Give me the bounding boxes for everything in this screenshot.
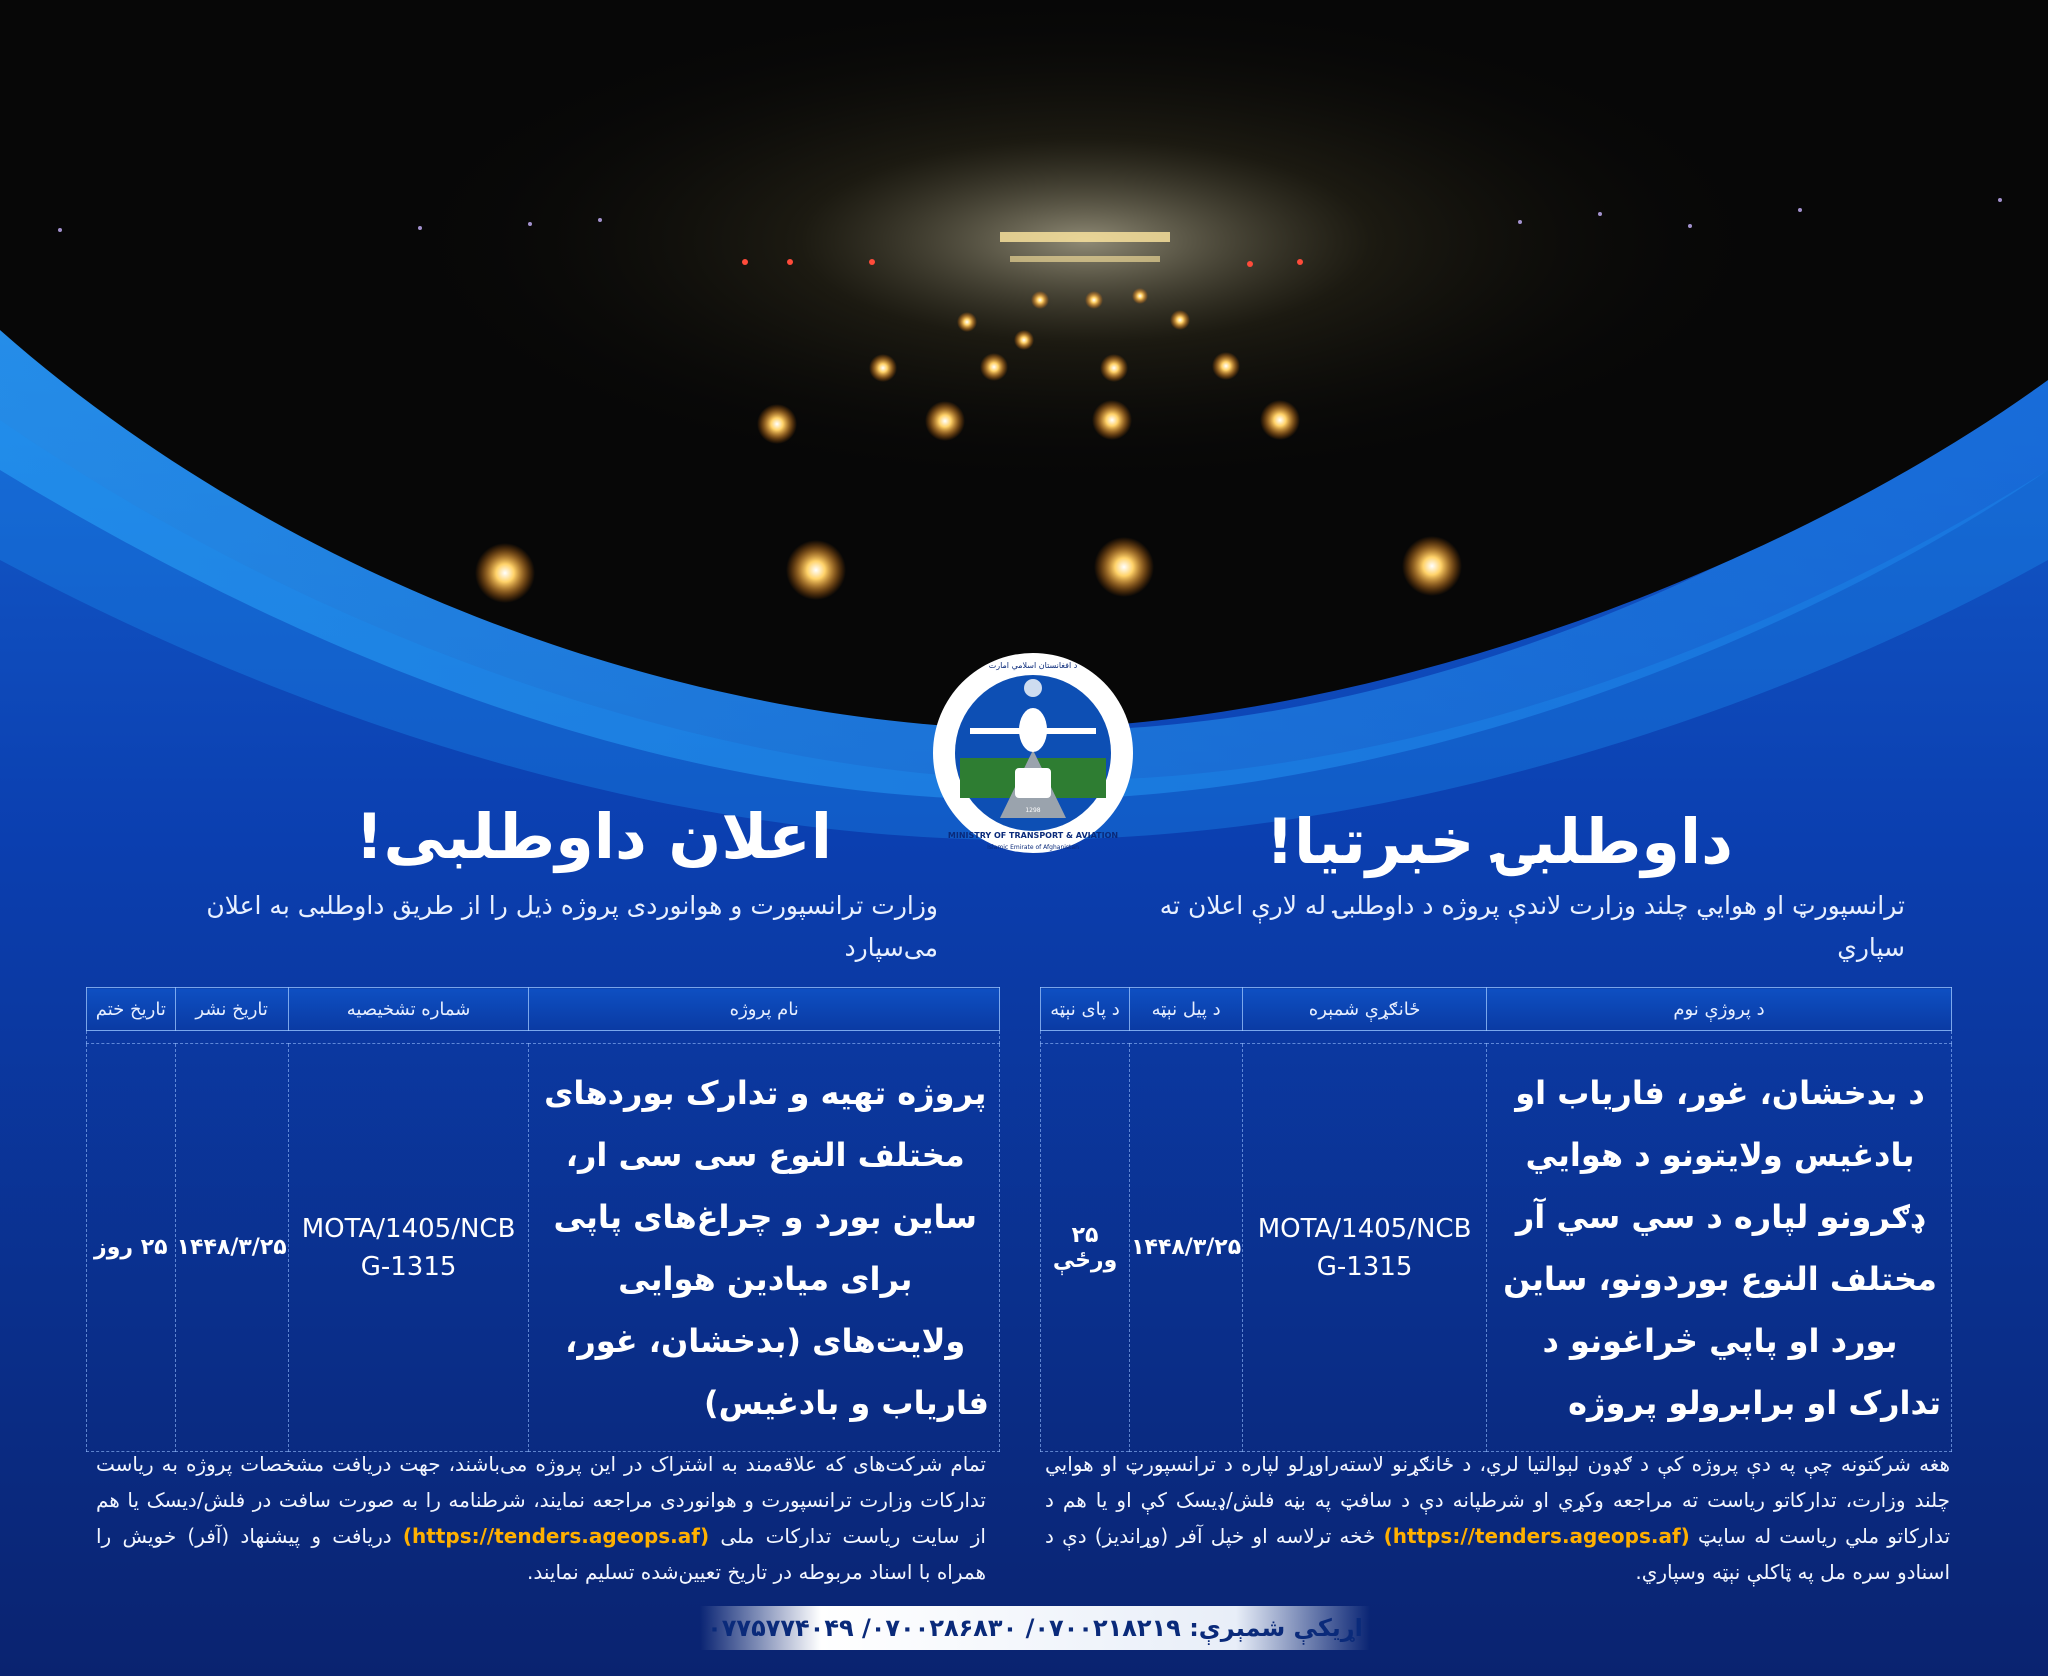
dari-header-id: شماره تشخیصیه <box>288 988 529 1031</box>
ministry-seal-logo <box>930 650 1136 856</box>
pashto-header-id: ځانګړې شمېره <box>1243 988 1487 1031</box>
seal-subtitle-text: Islamic Emirate of Afghanistan <box>987 844 1079 851</box>
dari-header-publish-date: تاریخ نشر <box>175 988 288 1031</box>
pashto-title: داوطلبۍ خبرتیا! <box>1265 805 1733 878</box>
pashto-start-date: ۱۴۴۸/۳/۲۵ <box>1130 1044 1243 1452</box>
dari-title: اعلان داوطلبی! <box>355 800 832 873</box>
phone-label: اړیکې شمېرې: <box>1189 1614 1363 1642</box>
contact-phone-bar <box>700 1606 1370 1650</box>
dari-project-name: پروژه تهیه و تدارک بوردهای مختلف النوع سی سی ار، ساین بورد و چراغ‌های پاپی برای میادین هوایی ولایت‌های (بدخشان، غور، فاریاب و بادغیس) <box>529 1044 1000 1452</box>
dari-tender-table <box>86 987 1000 1452</box>
dari-project-id: MOTA/1405/NCB G-1315 <box>288 1044 529 1452</box>
phone-numbers[interactable]: ۰۷۰۰۲۱۸۲۱۹/ ۰۷۰۰۲۸۶۸۳۰/ ۰۷۷۵۷۷۴۰۴۹ <box>707 1614 1181 1642</box>
pashto-header-project-name: د پروژې نوم <box>1487 988 1952 1031</box>
pashto-intro: ترانسپورټ او هوايي چلند وزارت لاندې پروژه د داوطلبۍ له لارې اعلان ته سپاري <box>1159 891 1905 962</box>
seal-year-text: 1298 <box>1025 807 1041 814</box>
dari-intro: وزارت ترانسپورت و هوانوردی پروژه ذیل را از طریق داوطلبی به اعلان می‌سپارد <box>206 891 938 962</box>
pashto-tender-table <box>1040 987 1952 1452</box>
dari-table-row <box>87 1044 1000 1452</box>
dari-end-date: ۲۵ روز <box>87 1044 176 1452</box>
pashto-tender-link[interactable]: (https://tenders.ageops.af) <box>1383 1524 1690 1548</box>
dari-tender-link[interactable]: (https://tenders.ageops.af) <box>402 1524 710 1548</box>
seal-english-text: MINISTRY OF TRANSPORT & AVIATION <box>947 831 1119 840</box>
pashto-instructions-text: هغه شرکتونه چې په دې پروژه کې د ګډون لېوالتیا لري، د ځانګړنو لاسته‌راوړلو لپاره د ترانسپورټ او هوايي چلند وزارت، تدارکاتو ریاست ته مراجعه وکړي او شرطپانه دې د سافټ په بڼه فلش/ډیسک کې او یا هم د تدارکاتو ملي ریاست له سایټ <box>1045 1452 1951 1548</box>
dari-header-project-name: نام پروژه <box>529 988 1000 1031</box>
pashto-instructions <box>1045 1446 1950 1590</box>
dari-instructions-text: تمام شرکت‌های که علاقه‌مند به اشتراک در این پروژه می‌باشند، جهت دریافت مشخصات پروژه به ریاست تدارکات وزارت ترانسپورت و هوانوردی مراجعه نمایند، شرطنامه را به صورت سافت در فلش/دیسک یا هم از سایت ریاست تدارکات ملی <box>96 1452 986 1548</box>
pashto-table-row <box>1041 1044 1952 1452</box>
pashto-project-name: د بدخشان، غور، فاریاب او بادغیس ولایتونو د هوايي ډګرونو لپاره د سي سي آر مختلف النوع بوردونو، ساین بورد او پاپي څراغونو د تدارک او برابرولو پروژه <box>1487 1044 1952 1452</box>
runway-photo <box>0 0 2048 760</box>
dari-header-end-date: تاریخ ختم <box>87 988 176 1031</box>
seal-top-text: د افغانستان اسلامي امارت <box>988 661 1078 670</box>
pashto-instructions-tail: څخه ترلاسه او خپل آفر (وړاندیز) دې د اسنادو سره مل په ټاکلې نېټه وسپاري. <box>1045 1524 1950 1584</box>
dari-instructions-tail: دریافت و پیشنهاد (آفر) خویش را همراه با اسناد مربوطه در تاریخ تعیین‌شده تسلیم نمایند. <box>96 1524 986 1584</box>
pashto-header-start-date: د پیل نېټه <box>1130 988 1243 1031</box>
dari-instructions <box>96 1446 986 1590</box>
dari-publish-date: ۱۴۴۸/۳/۲۵ <box>175 1044 288 1452</box>
pashto-project-id: MOTA/1405/NCB G-1315 <box>1243 1044 1487 1452</box>
pashto-header-end-date: د پای نېټه <box>1041 988 1130 1031</box>
pashto-end-date: ۲۵ ورځې <box>1041 1044 1130 1452</box>
